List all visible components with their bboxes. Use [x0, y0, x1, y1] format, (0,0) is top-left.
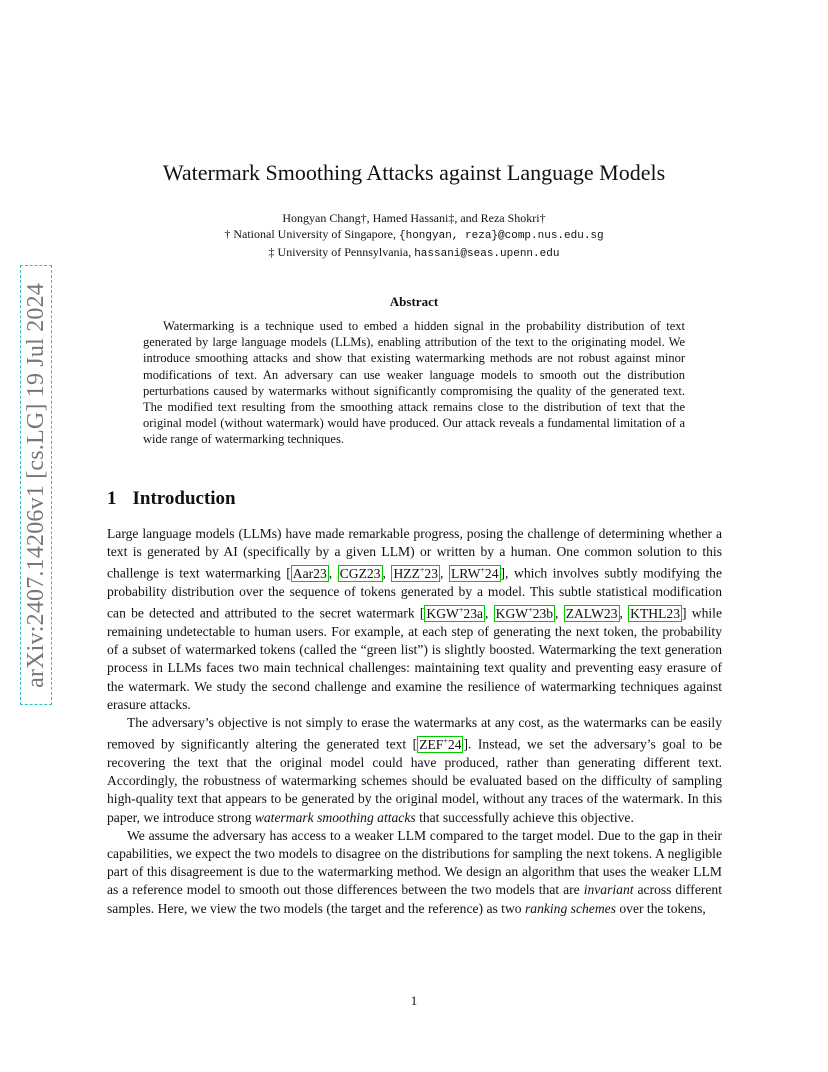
citation-aar23[interactable]: Aar23 — [292, 565, 327, 581]
citation-zef24-label: ZEF — [419, 736, 444, 752]
citation-zef24-suffix: 24 — [447, 736, 462, 752]
paragraph-2-part-c: that successfully achieve this objective. — [415, 809, 634, 825]
paragraph-3-part-a: We assume the adversary has access to a weaker LLM compared to the target model. Due to the gap in their capabilities, we expect the two models to disagree on the distributions for sampling the next tokens. A negligible part of this disagreement is due to the watermarking method. We design an algorithm that uses the weaker LLM as a reference model to smooth out those differences between the two models that are — [107, 827, 722, 898]
citation-lrw24-label: LRW — [450, 565, 481, 581]
paragraph-1-part-c: while remaining undetectable to human users. For example, at each step of generating the next token, the probability of a subset of watermarked tokens (called the “green list”) is slightly boosted. Watermarking the text generation process in LLMs faces two main technical challenges: maintaining text quality and preventing easy erasure of the watermark. We study the second challenge and examine the resilience of watermarking techniques against erasure attacks. — [107, 605, 722, 712]
citation-kgw23b[interactable] — [494, 605, 555, 622]
affiliation-nus-email[interactable]: {hongyan, reza}@comp.nus.edu.sg — [399, 230, 604, 242]
citation-kgw23a[interactable] — [424, 605, 485, 622]
affiliation-upenn-text: ‡ University of Pennsylvania, — [268, 245, 412, 259]
author-block — [0, 210, 828, 262]
citation-zalw23[interactable]: ZALW23 — [565, 605, 618, 621]
citation-kthl23[interactable]: KTHL23 — [630, 605, 681, 621]
paragraph-2-part-a: The adversary’s objective is not simply to erase the watermarks at any cost, as the watermarks can be easily removed by significantly altering the generated text — [107, 715, 722, 752]
section-heading — [107, 488, 236, 510]
paragraph-2-part-b: . Instead, we set the adversary’s goal to be recovering the text that the original model could have produced, rather than generating different text. Accordingly, the robustness of watermarking schemes should be evaluated based on the difficulty of sampling high-quality text that appears to be generated by the original model, without any traces of the watermark. In this paper, we introduce strong — [107, 736, 723, 825]
citation-kgw23a-label: KGW — [426, 605, 459, 621]
citation-kgw23b-sup: + — [528, 605, 533, 615]
citation-cgz23[interactable]: CGZ23 — [339, 565, 381, 581]
paragraph-1: Large language models (LLMs) have made remarkable progress, posing the challenge of determining whether a text is generated by AI (specifically by a given LLM) or written by a human. One common solution to this challenge is text watermarking [ Aar23 , CGZ23 , HZZ+23 , LRW+24 ], which involves subtly modifying the probability distribution over the sequence of tokens generated by a model. This subtle statistical modification can be detected and attributed to the secret watermark [ KGW+23a , KGW+23b , ZALW23 , KTHL23 ] while remaining undetectable to human users. For example, at each step of generating the next token, the probability of a subset of watermarked tokens (called the “green list”) is slightly boosted. Watermarking the text generation process in LLMs faces two main technical challenges: maintaining text quality and preventing easy erasure of the watermark. We study the second challenge and examine the resilience of watermarking techniques against erasure attacks. — [107, 526, 722, 712]
author-names: Hongyan Chang†, Hamed Hassani‡, and Reza Shokri† — [282, 211, 546, 225]
arxiv-identifier-stamp[interactable] — [20, 265, 52, 705]
citation-kgw23b-suffix: 23b — [532, 605, 554, 621]
abstract-heading: Abstract — [389, 294, 439, 309]
affiliation-nus-text: † National University of Singapore, — [224, 227, 396, 241]
citation-kgw23b-label: KGW — [495, 605, 529, 621]
paragraph-3-emphasis-invariant: invariant — [583, 882, 634, 898]
paragraph-3-part-c: over the tokens, — [615, 900, 706, 916]
section-title-text: Introduction — [132, 488, 236, 509]
citation-hzz23-sup: + — [419, 565, 425, 575]
citation-zef24-sup: + — [443, 736, 448, 746]
paragraph-3-part-b: across different samples. Here, we view the two models (the target and the reference) as two — [107, 882, 722, 916]
paragraph-1-part-b: , which involves subtly modifying the probability distribution over the sequence of tokens generated by a model. This subtle statistical modification can be detected and attributed to the secret watermark — [107, 565, 722, 621]
citation-hzz23-label: HZZ — [393, 565, 420, 581]
arxiv-identifier-text: arXiv:2407.14206v1 [cs.LG] 19 Jul 2024 — [22, 282, 49, 688]
paragraph-2-emphasis: watermark smoothing attacks — [254, 809, 416, 825]
citation-zef24[interactable] — [417, 736, 463, 753]
citation-hzz23-suffix: 23 — [424, 565, 438, 581]
paragraph-3 — [107, 827, 722, 918]
paragraph-3-emphasis-ranking: ranking schemes — [524, 900, 616, 916]
affiliation-upenn-email[interactable]: hassani@seas.upenn.edu — [414, 248, 560, 260]
body-text — [107, 525, 722, 918]
paragraph-1-part-a: Large language models (LLMs) have made remarkable progress, posing the challenge of determining whether a text is generated by AI (specifically by a given LLM) or written by a human. One common solution to this challenge is text watermarking — [107, 526, 722, 581]
citation-lrw24-suffix: 24 — [484, 565, 499, 581]
paper-title: Watermark Smoothing Attacks against Language Models — [162, 160, 666, 185]
paragraph-2: The adversary’s objective is not simply to erase the watermarks at any cost, as the watermarks can be easily removed by significantly altering the generated text [ ZEF+24 ]. Instead, we set the adversary’s goal to be recovering the text that the original model could have produced, rather than generating different text. Accordingly, the robustness of watermarking schemes should be evaluated based on the difficulty of sampling high-quality text that appears to be generated by the original model, without any traces of the watermark. In this paper, we introduce strong watermark smoothing attacks that successfully achieve this objective. — [107, 715, 723, 825]
citation-lrw24[interactable] — [449, 565, 501, 582]
affiliation-upenn — [0, 244, 828, 262]
affiliation-nus — [0, 226, 828, 244]
citation-hzz23[interactable] — [391, 565, 440, 582]
abstract-text: Watermarking is a technique used to embed a hidden signal in the probability distribution of text generated by large language models (LLMs), enabling attribution of the text to the originating model. We introduce smoothing attacks and show that existing watermarking methods are not robust against minor modifications of text. An adversary can use weaker language models to smooth out the distribution perturbations caused by watermarks without significantly compromising the quality of the generated text. The modified text resulting from the smoothing attack remains close to the distribution of text that the original model (without watermark) would have produced. Our attack reveals a fundamental limitation of a wide range of watermarking techniques. — [143, 319, 685, 447]
citation-kgw23a-sup: + — [458, 605, 464, 615]
section-number: 1 — [107, 488, 117, 509]
citation-kgw23a-suffix: 23a — [463, 605, 484, 621]
page-number: 1 — [410, 993, 418, 1008]
citation-lrw24-sup: + — [480, 565, 485, 575]
